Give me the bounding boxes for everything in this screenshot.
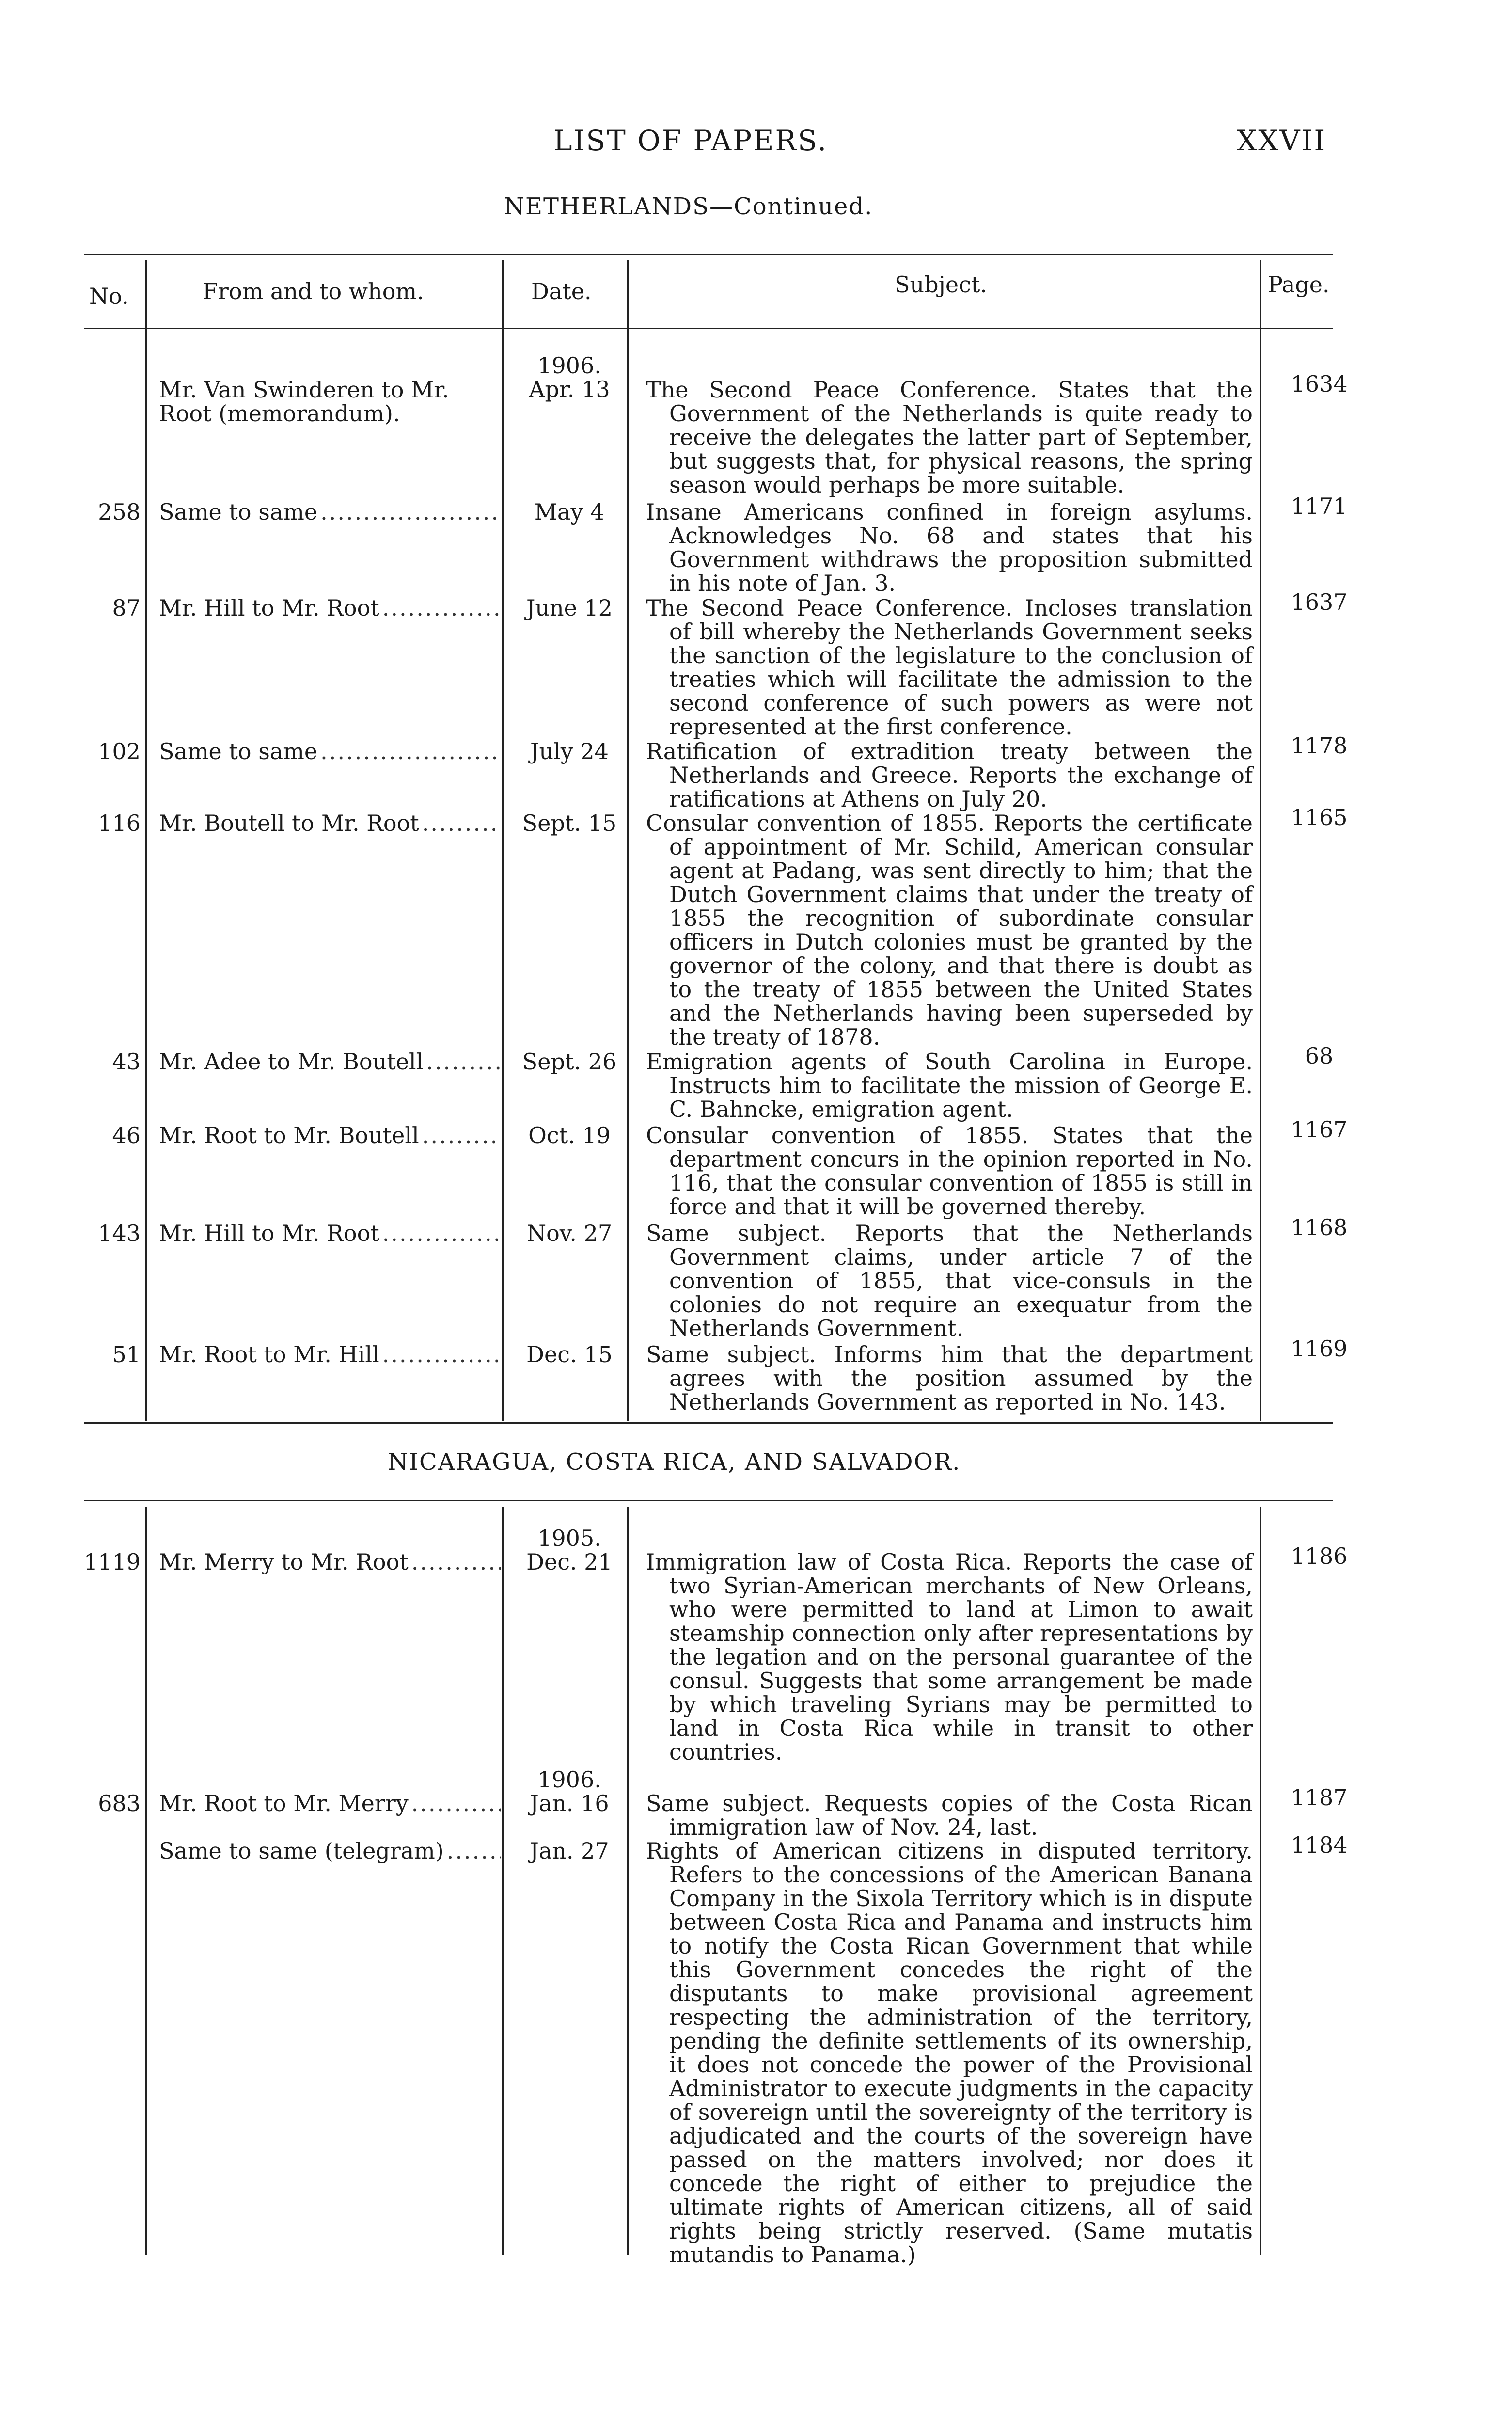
row-date (518, 1222, 621, 1245)
row-subject (646, 811, 1253, 1049)
row-subject-text: Same subject. Informs him that the department agrees with the position assumed by the Netherlands Government as reported in No. 143. (646, 1341, 1253, 1415)
section-title-nicaragua: NICARAGUA, COSTA RICA, AND SALVADOR. (388, 1448, 961, 1476)
row-subject-text: The Second Peace Conference. Incloses translation of bill whereby the Netherlands Government seeks the sanction of the legislature to the conclusion of treaties which will facilitate the admission to the second conference of such powers as were not represented at the first conference. (646, 595, 1253, 740)
table-bottom-rule (84, 1422, 1333, 1424)
dot-leader (320, 500, 501, 524)
row-no: 102 (98, 738, 141, 764)
row-from (159, 1222, 501, 1245)
row-date (518, 1526, 621, 1574)
column-divider (627, 1507, 629, 2255)
row-from-text: Same to same (telegram) (159, 1838, 444, 1864)
row-no: 143 (98, 1220, 141, 1246)
column-divider (1260, 260, 1261, 1421)
row-page: 1634 (1291, 371, 1348, 397)
row-page: 1165 (1291, 804, 1348, 830)
dot-leader (411, 1792, 501, 1815)
dot-leader (382, 1343, 501, 1367)
row-date (518, 596, 621, 620)
row-no: 87 (112, 595, 141, 621)
row-date-text: Apr. 13 (529, 376, 610, 402)
row-from-text: Mr. Root to Mr. Boutell (159, 1122, 419, 1148)
row-page: 1171 (1291, 493, 1348, 519)
row-date (518, 1839, 621, 1863)
row-date (518, 1124, 621, 1147)
row-year: 1906. (537, 352, 601, 379)
row-subject-text: Rights of American citizens in disputed territory. Refers to the concessions of the American Banana Company in the Sixola Territory which is in dispute between Costa Rica and Panama and instructs him to notify the Costa Rican Government that while this Government concedes the right of the disputants to make provisional agreement respecting the administration of the territory, pending the definite settlements of its ownership, it does not concede the power of the Provisional Administrator to execute judgments in the capacity of sovereign until the sovereignty of the territory is adjudicated and the courts of the sovereign have passed on the matters involved; nor does it concede the right of either to prejudice the ultimate rights of American citizens, all of said rights being strictly reserved. (Same mutatis mutandis to Panama.) (646, 1838, 1253, 2268)
row-date (518, 740, 621, 763)
row-page: 1184 (1291, 1832, 1348, 1858)
row-no: 683 (98, 1790, 141, 1816)
row-no: 46 (112, 1122, 141, 1148)
dot-leader (426, 1050, 501, 1074)
row-page: 1167 (1291, 1116, 1348, 1143)
row-subject (646, 1124, 1253, 1219)
row-date-text: Sept. 26 (522, 1049, 617, 1075)
row-subject (646, 1839, 1253, 2267)
row-date (518, 1768, 621, 1815)
row-page: 1178 (1291, 732, 1348, 759)
row-subject-text: Same subject. Reports that the Netherlands Government claims, under article 7 of the convention of 1855, that vice-consuls in the colonies do not require an exequatur from the Netherlands Government. (646, 1220, 1253, 1341)
row-from (159, 1124, 501, 1147)
row-subject (646, 500, 1253, 595)
row-date-text: Dec. 15 (526, 1341, 613, 1367)
row-date (518, 500, 621, 524)
row-subject (646, 1792, 1253, 1839)
row-from-text: Mr. Hill to Mr. Root (159, 1220, 379, 1246)
row-page: 68 (1305, 1043, 1334, 1069)
row-date-text: Jan. 16 (530, 1790, 609, 1816)
row-date (518, 1343, 621, 1367)
row-no: 43 (112, 1049, 141, 1075)
dot-leader (382, 1222, 501, 1245)
row-subject (646, 740, 1253, 811)
dot-leader (447, 1839, 501, 1863)
row-page: 1187 (1291, 1784, 1348, 1811)
column-header-subject: Subject. (895, 271, 987, 298)
row-subject-text: Same subject. Requests copies of the Costa Rican immigration law of Nov. 24, last. (646, 1790, 1253, 1840)
row-from (159, 1792, 501, 1815)
row-subject-text: The Second Peace Conference. States that the Government of the Netherlands is quite ready to receive the delegates the latter part of September, but suggests that, for physical reasons, the spring season would perhaps be more suitable. (646, 377, 1253, 498)
row-date-text: May 4 (534, 499, 605, 525)
row-no: 51 (112, 1341, 141, 1367)
row-from-text: Same to same (159, 499, 318, 525)
row-date (518, 1050, 621, 1074)
column-divider (627, 260, 629, 1421)
row-date (518, 354, 621, 401)
row-from-text: Mr. Hill to Mr. Root (159, 595, 379, 621)
row-from (159, 378, 501, 426)
row-subject-text: Consular convention of 1855. States that the department concurs in the opinion reported in No. 116, that the consular convention of 1855 is still in force and that it will be governed thereby. (646, 1122, 1253, 1220)
column-divider (145, 260, 147, 1421)
row-from (159, 811, 501, 835)
column-header-no: No. (89, 283, 129, 309)
row-subject (646, 1343, 1253, 1414)
row-date-text: Dec. 21 (526, 1549, 613, 1575)
page-numeral: XXVII (1237, 124, 1327, 157)
row-subject-text: Insane Americans confined in foreign asylums. Acknowledges No. 68 and states that his Government withdraws the proposition submitted in his note of Jan. 3. (646, 499, 1253, 596)
row-subject (646, 1050, 1253, 1121)
table-header-rule (84, 328, 1333, 329)
row-date-text: July 24 (530, 738, 609, 764)
column-divider (145, 1507, 147, 2255)
column-header-from: From and to whom. (203, 278, 424, 304)
dot-leader (320, 740, 501, 763)
row-date (518, 811, 621, 835)
column-header-date: Date. (531, 278, 592, 304)
row-from-text: Mr. Adee to Mr. Boutell (159, 1049, 424, 1075)
row-from (159, 1550, 501, 1574)
row-from (159, 1050, 501, 1074)
row-date-text: June 12 (526, 595, 613, 621)
row-page: 1169 (1291, 1335, 1348, 1362)
row-no: 1119 (83, 1549, 141, 1575)
row-from (159, 740, 501, 763)
row-date-text: Jan. 27 (530, 1838, 609, 1864)
dot-leader (422, 811, 501, 835)
row-from (159, 1343, 501, 1367)
row-subject (646, 378, 1253, 497)
row-year: 1906. (537, 1766, 601, 1793)
row-subject (646, 1550, 1253, 1764)
table-top-rule (84, 254, 1333, 255)
row-subject (646, 1222, 1253, 1340)
row-page: 1637 (1291, 589, 1348, 615)
row-from (159, 500, 501, 524)
row-page: 1186 (1291, 1543, 1348, 1569)
dot-leader (422, 1124, 501, 1147)
running-title: LIST OF PAPERS. (553, 124, 828, 157)
column-header-page: Page. (1268, 271, 1330, 298)
row-from-text: Mr. Merry to Mr. Root (159, 1549, 409, 1575)
row-date-text: Oct. 19 (528, 1122, 611, 1148)
dot-leader (382, 596, 501, 620)
row-date-text: Nov. 27 (526, 1220, 613, 1246)
row-subject-text: Emigration agents of South Carolina in Europe. Instructs him to facilitate the mission of George E. C. Bahncke, emigration agent. (646, 1049, 1253, 1122)
section-title-netherlands: NETHERLANDS—Continued. (504, 193, 873, 220)
row-page: 1168 (1291, 1214, 1348, 1240)
row-from (159, 596, 501, 620)
row-subject (646, 596, 1253, 739)
row-from-text: Mr. Root to Mr. Hill (159, 1341, 379, 1367)
column-divider (1260, 1507, 1261, 2255)
row-from-text: Mr. Boutell to Mr. Root (159, 810, 419, 836)
dot-leader (411, 1550, 501, 1574)
row-no: 258 (98, 499, 141, 525)
row-from-text: Mr. Root to Mr. Merry (159, 1790, 409, 1816)
row-subject-text: Immigration law of Costa Rica. Reports the case of two Syrian-American merchants of New Orleans, who were permitted to land at Limon to await steamship connection only after representations by the legation and on the personal guarantee of the consul. Suggests that some arrangement be made by which traveling Syrians may be permitted to land in Costa Rica while in transit to other countries. (646, 1549, 1253, 1765)
row-from-text: Same to same (159, 738, 318, 764)
row-from (159, 1839, 501, 1863)
row-subject-text: Consular convention of 1855. Reports the certificate of appointment of Mr. Schild, American consular agent at Padang, was sent directly to him; that the Dutch Government claims that under the treaty of 1855 the recognition of subordinate consular officers in Dutch colonies must be granted by the governor of the colony, and that there is doubt as to the treaty of 1855 between the United States and the Netherlands having been superseded by the treaty of 1878. (646, 810, 1253, 1050)
table-top-rule (84, 1500, 1333, 1501)
row-subject-text: Ratification of extradition treaty between the Netherlands and Greece. Reports the exchange of ratifications at Athens on July 20. (646, 738, 1253, 812)
row-year: 1905. (537, 1525, 601, 1551)
row-from-text: Mr. Van Swinderen to Mr. Root (memorandum). (159, 377, 449, 427)
column-divider (502, 1507, 504, 2255)
row-date-text: Sept. 15 (522, 810, 617, 836)
column-divider (502, 260, 504, 1421)
row-no: 116 (98, 810, 141, 836)
